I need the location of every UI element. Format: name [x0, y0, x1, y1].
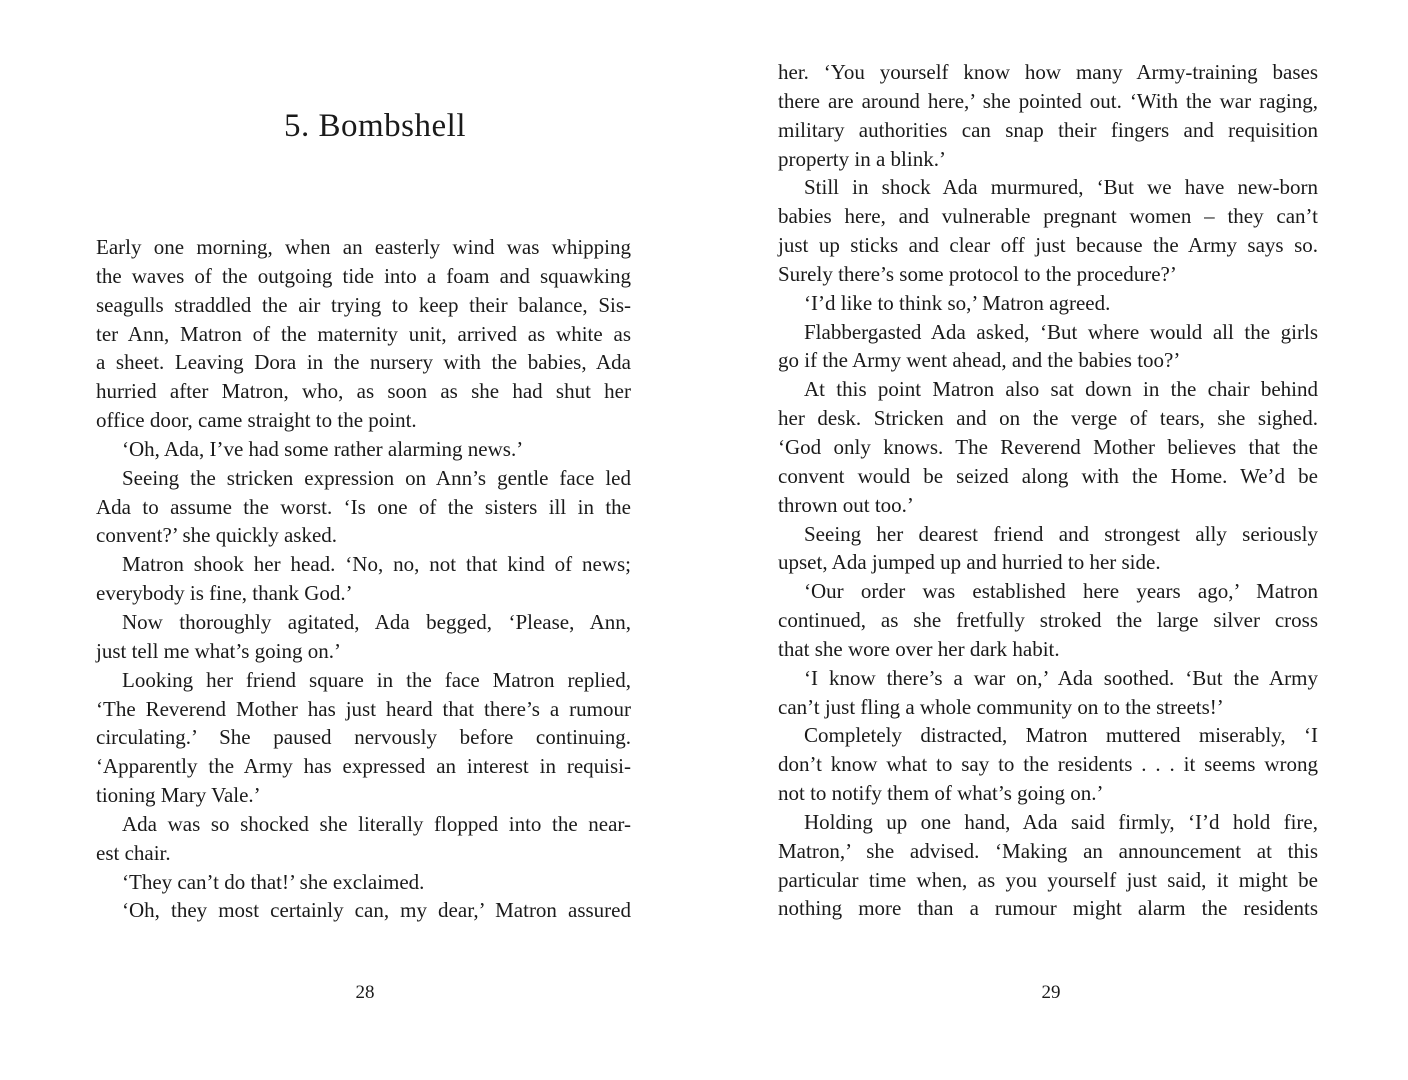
page-number-right: 29	[1041, 982, 1061, 1003]
text-line: Surely there’s some protocol to the procedure?’	[778, 261, 1177, 286]
text-line: there are around here,’ she pointed out. ‘With the war raging,	[778, 88, 1318, 113]
text-line: her. ‘You yourself know how many Army-training bases	[778, 60, 1318, 84]
text-line: Holding up one hand, Ada said firmly, ‘I’d hold fire,	[804, 809, 1318, 834]
text-line: Early one morning, when an easterly wind was whipping	[96, 235, 631, 259]
text-line: Matron,’ she advised. ‘Making an announcement at this	[778, 838, 1318, 863]
text-line: the waves of the outgoing tide into a foam and squawking	[96, 263, 631, 288]
text-line: Ada was so shocked she literally flopped into the near-	[122, 811, 631, 836]
text-line: tioning Mary Vale.’	[96, 783, 261, 808]
text-line: ‘I know there’s a war on,’ Ada soothed. ‘But the Army	[804, 665, 1318, 690]
text-line: Looking her friend square in the face Matron replied,	[122, 667, 631, 692]
chapter-title: 5. Bombshell	[283, 108, 466, 144]
text-line: ‘Oh, Ada, I’ve had some rather alarming news.’	[122, 436, 524, 461]
text-line: everybody is fine, thank God.’	[96, 581, 353, 606]
text-line: office door, came straight to the point.	[96, 408, 417, 433]
text-line: convent would be seized along with the Home. We’d be	[778, 463, 1318, 488]
text-line: particular time when, as you yourself just said, it might be	[778, 867, 1318, 892]
text-line: babies here, and vulnerable pregnant women – they can’t	[778, 204, 1318, 229]
text-line: Seeing the stricken expression on Ann’s gentle face led	[122, 465, 631, 490]
text-line: Seeing her dearest friend and strongest ally seriously	[804, 521, 1318, 546]
text-line: circulating.’ She paused nervously before continuing.	[96, 725, 631, 750]
text-line: hurried after Matron, who, as soon as she had shut her	[96, 379, 631, 404]
text-line: don’t know what to say to the residents . . . it seems wrong	[778, 752, 1318, 777]
text-line: nothing more than a rumour might alarm the residents	[778, 896, 1318, 921]
text-line: convent?’ she quickly asked.	[96, 523, 338, 548]
left-page-body	[96, 233, 631, 925]
text-line: ter Ann, Matron of the maternity unit, arrived as white as	[96, 321, 631, 346]
text-line: ‘I’d like to think so,’ Matron agreed.	[804, 290, 1111, 315]
text-line: continued, as she fretfully stroked the large silver cross	[778, 608, 1318, 633]
text-line: that she wore over her dark habit.	[778, 636, 1060, 661]
text-line: property in a blink.’	[778, 146, 946, 171]
right-page	[704, 0, 1408, 1080]
text-line: Flabbergasted Ada asked, ‘But where would all the girls	[804, 319, 1318, 344]
text-line: just tell me what’s going on.’	[96, 638, 341, 663]
text-line: Ada to assume the worst. ‘Is one of the sisters ill in the	[96, 494, 631, 519]
text-line: can’t just fling a whole community on to the streets!’	[778, 694, 1224, 719]
text-line: just up sticks and clear off just because the Army says so.	[778, 233, 1318, 258]
text-line: At this point Matron also sat down in the chair behind	[804, 377, 1318, 402]
text-line: not to notify them of what’s going on.’	[778, 781, 1104, 806]
text-line: thrown out too.’	[778, 492, 914, 517]
text-line: her desk. Stricken and on the verge of tears, she sighed.	[778, 406, 1318, 431]
page-number-left: 28	[355, 982, 375, 1003]
text-line: Now thoroughly agitated, Ada begged, ‘Please, Ann,	[122, 609, 631, 634]
text-line: Matron shook her head. ‘No, no, not that kind of news;	[122, 552, 631, 577]
text-line: Completely distracted, Matron muttered miserably, ‘I	[804, 723, 1318, 748]
text-line: ‘They can’t do that!’ she exclaimed.	[122, 869, 425, 894]
right-page-body	[778, 58, 1318, 923]
text-line: military authorities can snap their fingers and requisition	[778, 117, 1318, 142]
text-line: ‘God only knows. The Reverend Mother believes that the	[778, 434, 1318, 459]
text-line: Still in shock Ada murmured, ‘But we have new-born	[804, 175, 1318, 200]
text-line: ‘The Reverend Mother has just heard that there’s a rumour	[96, 696, 631, 721]
text-line: est chair.	[96, 840, 171, 865]
text-line: go if the Army went ahead, and the babies too?’	[778, 348, 1181, 373]
text-line: a sheet. Leaving Dora in the nursery with the babies, Ada	[96, 350, 631, 375]
text-line: upset, Ada jumped up and hurried to her side.	[778, 550, 1161, 575]
text-line: ‘Our order was established here years ago,’ Matron	[804, 579, 1318, 604]
text-line: seagulls straddled the air trying to keep their balance, Sis-	[96, 292, 631, 317]
text-line: ‘Oh, they most certainly can, my dear,’ Matron assured	[122, 898, 631, 923]
text-line: ‘Apparently the Army has expressed an interest in requisi-	[96, 754, 631, 779]
